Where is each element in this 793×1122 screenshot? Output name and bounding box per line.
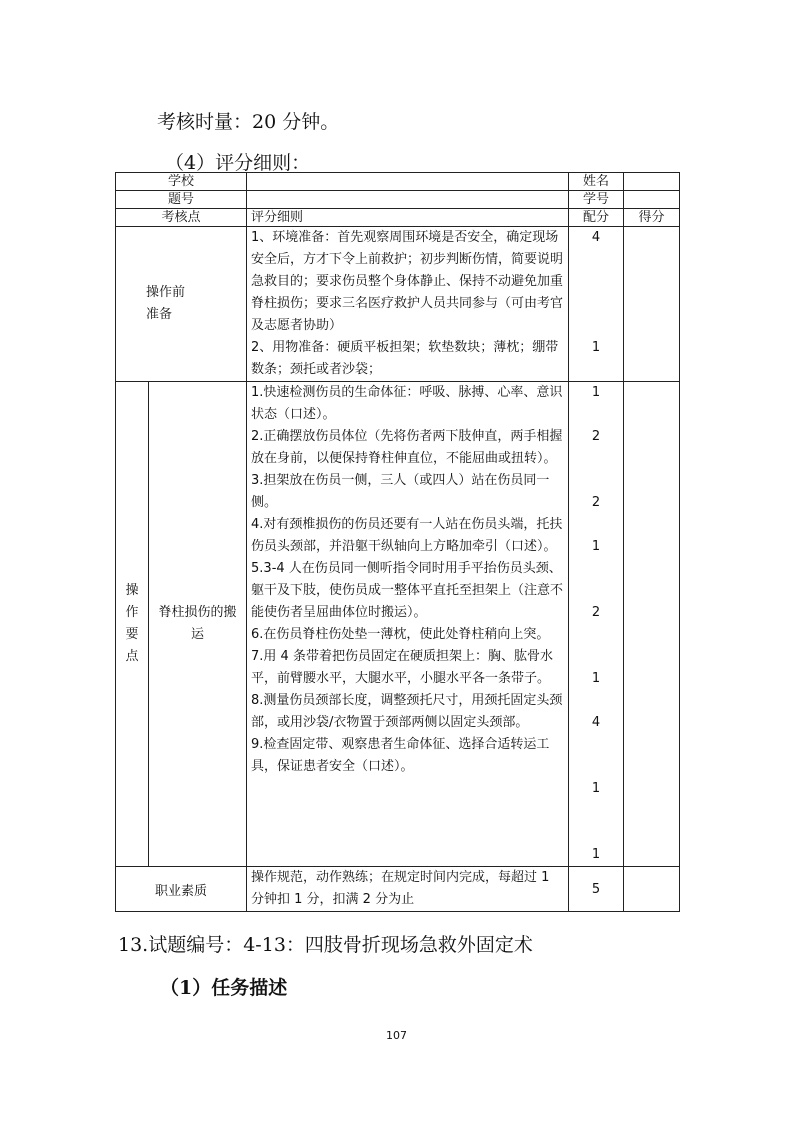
operation-criteria (247, 382, 569, 867)
operation-item-4: 4.对有颈椎损伤的伤员还要有一人站在伤员头端，托扶伤员头颈部，并沿躯干纵轴向上方略加牵引（口述）。 (251, 517, 563, 554)
scoring-table (115, 172, 680, 912)
name-label: 姓名 (569, 173, 624, 191)
operation-score (624, 382, 680, 867)
operation-points-7: 4 (591, 715, 601, 730)
table-row (116, 867, 680, 912)
professional-score (624, 867, 680, 912)
school-label: 学校 (116, 173, 247, 191)
pre-op-item-1: 1、环境准备：首先观察周围环境是否安全，确定现场安全后，方才下令上前救护；初步判断伤情，简要说明急救目的；要求伤员整个身体静止、保持不动避免加重脊柱损伤；要求三名医疗救护人员共同参与（可由考官及志愿者协助） (251, 230, 564, 333)
score-header: 得分 (624, 209, 680, 227)
professional-criteria: 操作规范，动作熟练；在规定时间内完成，每超过 1 分钟扣 1 分，扣满 2 分为止 (247, 867, 569, 912)
section-13-title: 13.试题编号：4-13：四肢骨折现场急救外固定术 (118, 934, 533, 956)
operation-item-6: 6.在伤员脊柱伤处垫一薄枕，使此处脊柱稍向上突。 (251, 627, 550, 642)
operation-points (569, 382, 624, 867)
operation-item-9: 9.检查固定带、观察患者生命体征、选择合适转运工具，保证患者安全（口述）。 (251, 737, 550, 774)
pre-op-item-2: 2、用物准备：硬质平板担架；软垫数块；薄枕；绷带数条；颈托或者沙袋； (251, 340, 559, 377)
operation-item-3: 3.担架放在伤员一侧，三人（或四人）站在伤员同一侧。 (251, 473, 550, 510)
operation-points-3: 2 (591, 495, 601, 510)
operation-points-5: 2 (591, 605, 601, 620)
operation-item-2: 2.正确摆放伤员体位（先将伤者两下肢伸直，两手相握放在身前，以便保持脊柱伸直位，不能屈曲或扭转）。 (251, 429, 563, 466)
pre-op-label-line2: 准备 (146, 307, 173, 322)
question-value (247, 191, 569, 209)
pre-op-points-1: 4 (591, 230, 601, 245)
task-description-heading: （1）任务描述 (160, 977, 288, 999)
operation-item-8: 8.测量伤员颈部长度，调整颈托尺寸，用颈托固定头颈部，或用沙袋/衣物置于颈部两侧以固定头颈部。 (251, 693, 563, 730)
pre-op-label-line1: 操作前 (146, 285, 186, 300)
professional-label: 职业素质 (116, 867, 247, 912)
name-value (624, 173, 680, 191)
operation-points-2: 2 (591, 429, 601, 444)
pre-op-points-2: 1 (591, 340, 601, 355)
scoring-rules-heading: （4）评分细则： (165, 152, 311, 174)
question-label: 题号 (116, 191, 247, 209)
table-header-row (116, 209, 680, 227)
operation-item-1: 1.快速检测伤员的生命体征：呼吸、脉搏、心率、意识状态（口述）。 (251, 385, 563, 422)
operation-points-4: 1 (591, 539, 601, 554)
table-row (116, 191, 680, 209)
operation-item-7: 7.用 4 条带着把伤员固定在硬质担架上：胸、肱骨水平，前臂腰水平，大腿水平，小腿水平各一条带子。 (251, 649, 553, 686)
table-row (116, 382, 680, 867)
pre-op-score (624, 227, 680, 382)
operation-label: 操作要点 (116, 382, 149, 867)
operation-points-8: 1 (591, 781, 601, 796)
operation-points-6: 1 (591, 671, 601, 686)
criteria-header: 评分细则 (247, 209, 569, 227)
operation-sub-label: 脊柱损伤的搬运 (149, 382, 247, 867)
pre-op-criteria (247, 227, 569, 382)
student-id-label: 学号 (569, 191, 624, 209)
school-value (247, 173, 569, 191)
operation-item-5: 5.3-4 人在伤员同一侧听指令同时用手平抬伤员头颈、躯干及下肢，使伤员成一整体平直托至担架上（注意不能使伤者呈屈曲体位时搬运）。 (251, 561, 564, 620)
page-number: 107 (386, 1029, 407, 1042)
assessment-point-header: 考核点 (116, 209, 247, 227)
professional-points: 5 (569, 867, 624, 912)
points-header: 配分 (569, 209, 624, 227)
student-id-value (624, 191, 680, 209)
operation-points-9: 1 (591, 847, 601, 862)
pre-op-label (116, 227, 247, 382)
exam-time-line: 考核时量：20 分钟。 (157, 111, 340, 133)
pre-op-points (569, 227, 624, 382)
operation-points-1: 1 (591, 385, 601, 400)
table-row (116, 173, 680, 191)
table-row (116, 227, 680, 382)
